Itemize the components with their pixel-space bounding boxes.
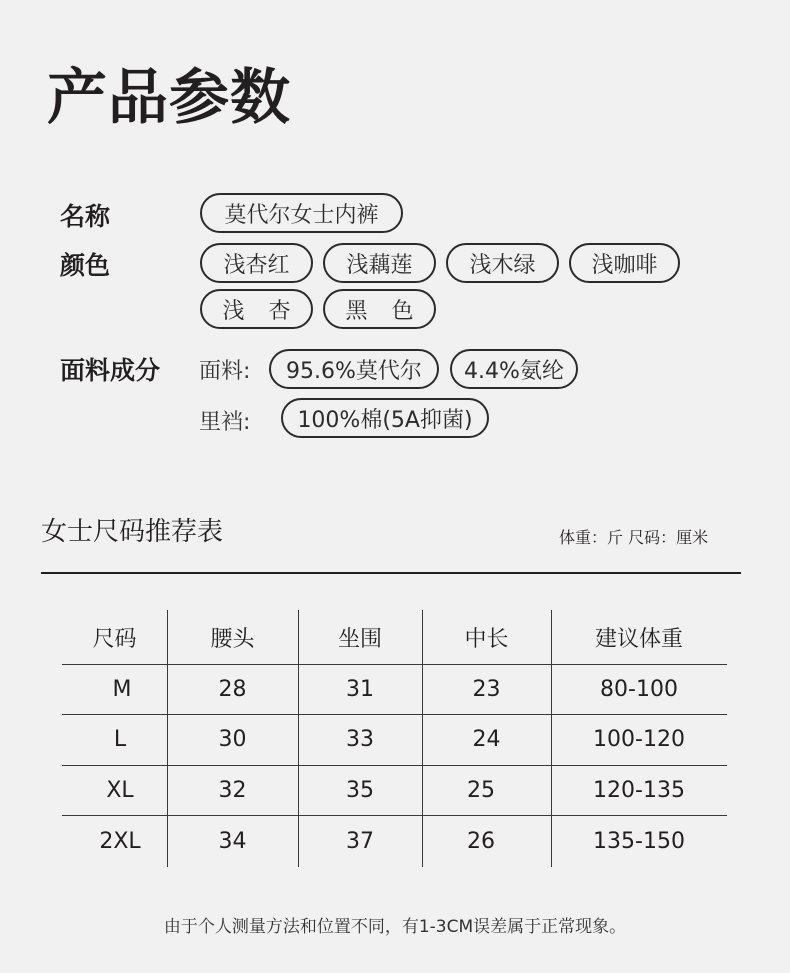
- table-cell: 33: [346, 727, 374, 752]
- table-cell: 100-120: [593, 727, 685, 752]
- table-header-cell: 腰头: [210, 626, 255, 652]
- lining-label: 里裆:: [199, 410, 251, 435]
- table-cell: 135-150: [593, 828, 685, 854]
- table-cell: 24: [472, 727, 501, 752]
- table-header-cell: 尺码: [92, 626, 137, 652]
- color-pill: 黑色: [323, 289, 436, 329]
- color-label: 颜色: [60, 251, 111, 280]
- table-cell: 120-135: [593, 777, 685, 803]
- unit-note: 体重：斤 尺码：厘米: [559, 528, 709, 547]
- table-cell: 28: [218, 676, 247, 702]
- table-cell: 80-100: [600, 676, 678, 702]
- table-cell: XL: [106, 777, 134, 803]
- name-value-pill: 莫代尔女士内裤: [200, 193, 403, 233]
- table-cell: 37: [346, 828, 374, 854]
- face-fabric-label: 面料:: [199, 359, 251, 384]
- table-cell: 32: [218, 777, 247, 803]
- name-label: 名称: [60, 202, 111, 231]
- footnote: 由于个人测量方法和位置不同，有1-3CM误差属于正常现象。: [163, 917, 627, 937]
- color-pill: 浅杏: [200, 289, 313, 329]
- fabric-label: 面料成分: [60, 356, 161, 385]
- face-fabric-pill: 4.4%氨纶: [450, 349, 578, 389]
- table-cell: 25: [467, 777, 495, 803]
- color-pill: 浅藕莲: [323, 243, 436, 283]
- page-title: 产品参数: [47, 63, 291, 133]
- table-cell: M: [112, 676, 132, 702]
- table-cell: 30: [218, 727, 247, 752]
- lining-pill: 100%棉(5A抑菌): [281, 398, 489, 438]
- table-cell: 2XL: [99, 828, 141, 854]
- table-header-cell: 中长: [464, 626, 509, 652]
- table-cell: 23: [472, 676, 501, 702]
- table-header-cell: 建议体重: [594, 626, 683, 652]
- size-table: [62, 610, 727, 867]
- color-pill: 浅咖啡: [569, 243, 680, 283]
- color-pill: 浅木绿: [446, 243, 559, 283]
- table-header-cell: 坐围: [337, 626, 382, 652]
- face-fabric-pill: 95.6%莫代尔: [269, 349, 439, 389]
- divider: [41, 572, 741, 574]
- color-pill: 浅杏红: [200, 243, 313, 283]
- table-cell: L: [113, 727, 127, 752]
- size-chart-title: 女士尺码推荐表: [41, 517, 224, 547]
- table-cell: 31: [346, 676, 374, 702]
- table-cell: 26: [467, 828, 495, 854]
- table-cell: 35: [346, 777, 374, 803]
- table-cell: 34: [218, 828, 247, 854]
